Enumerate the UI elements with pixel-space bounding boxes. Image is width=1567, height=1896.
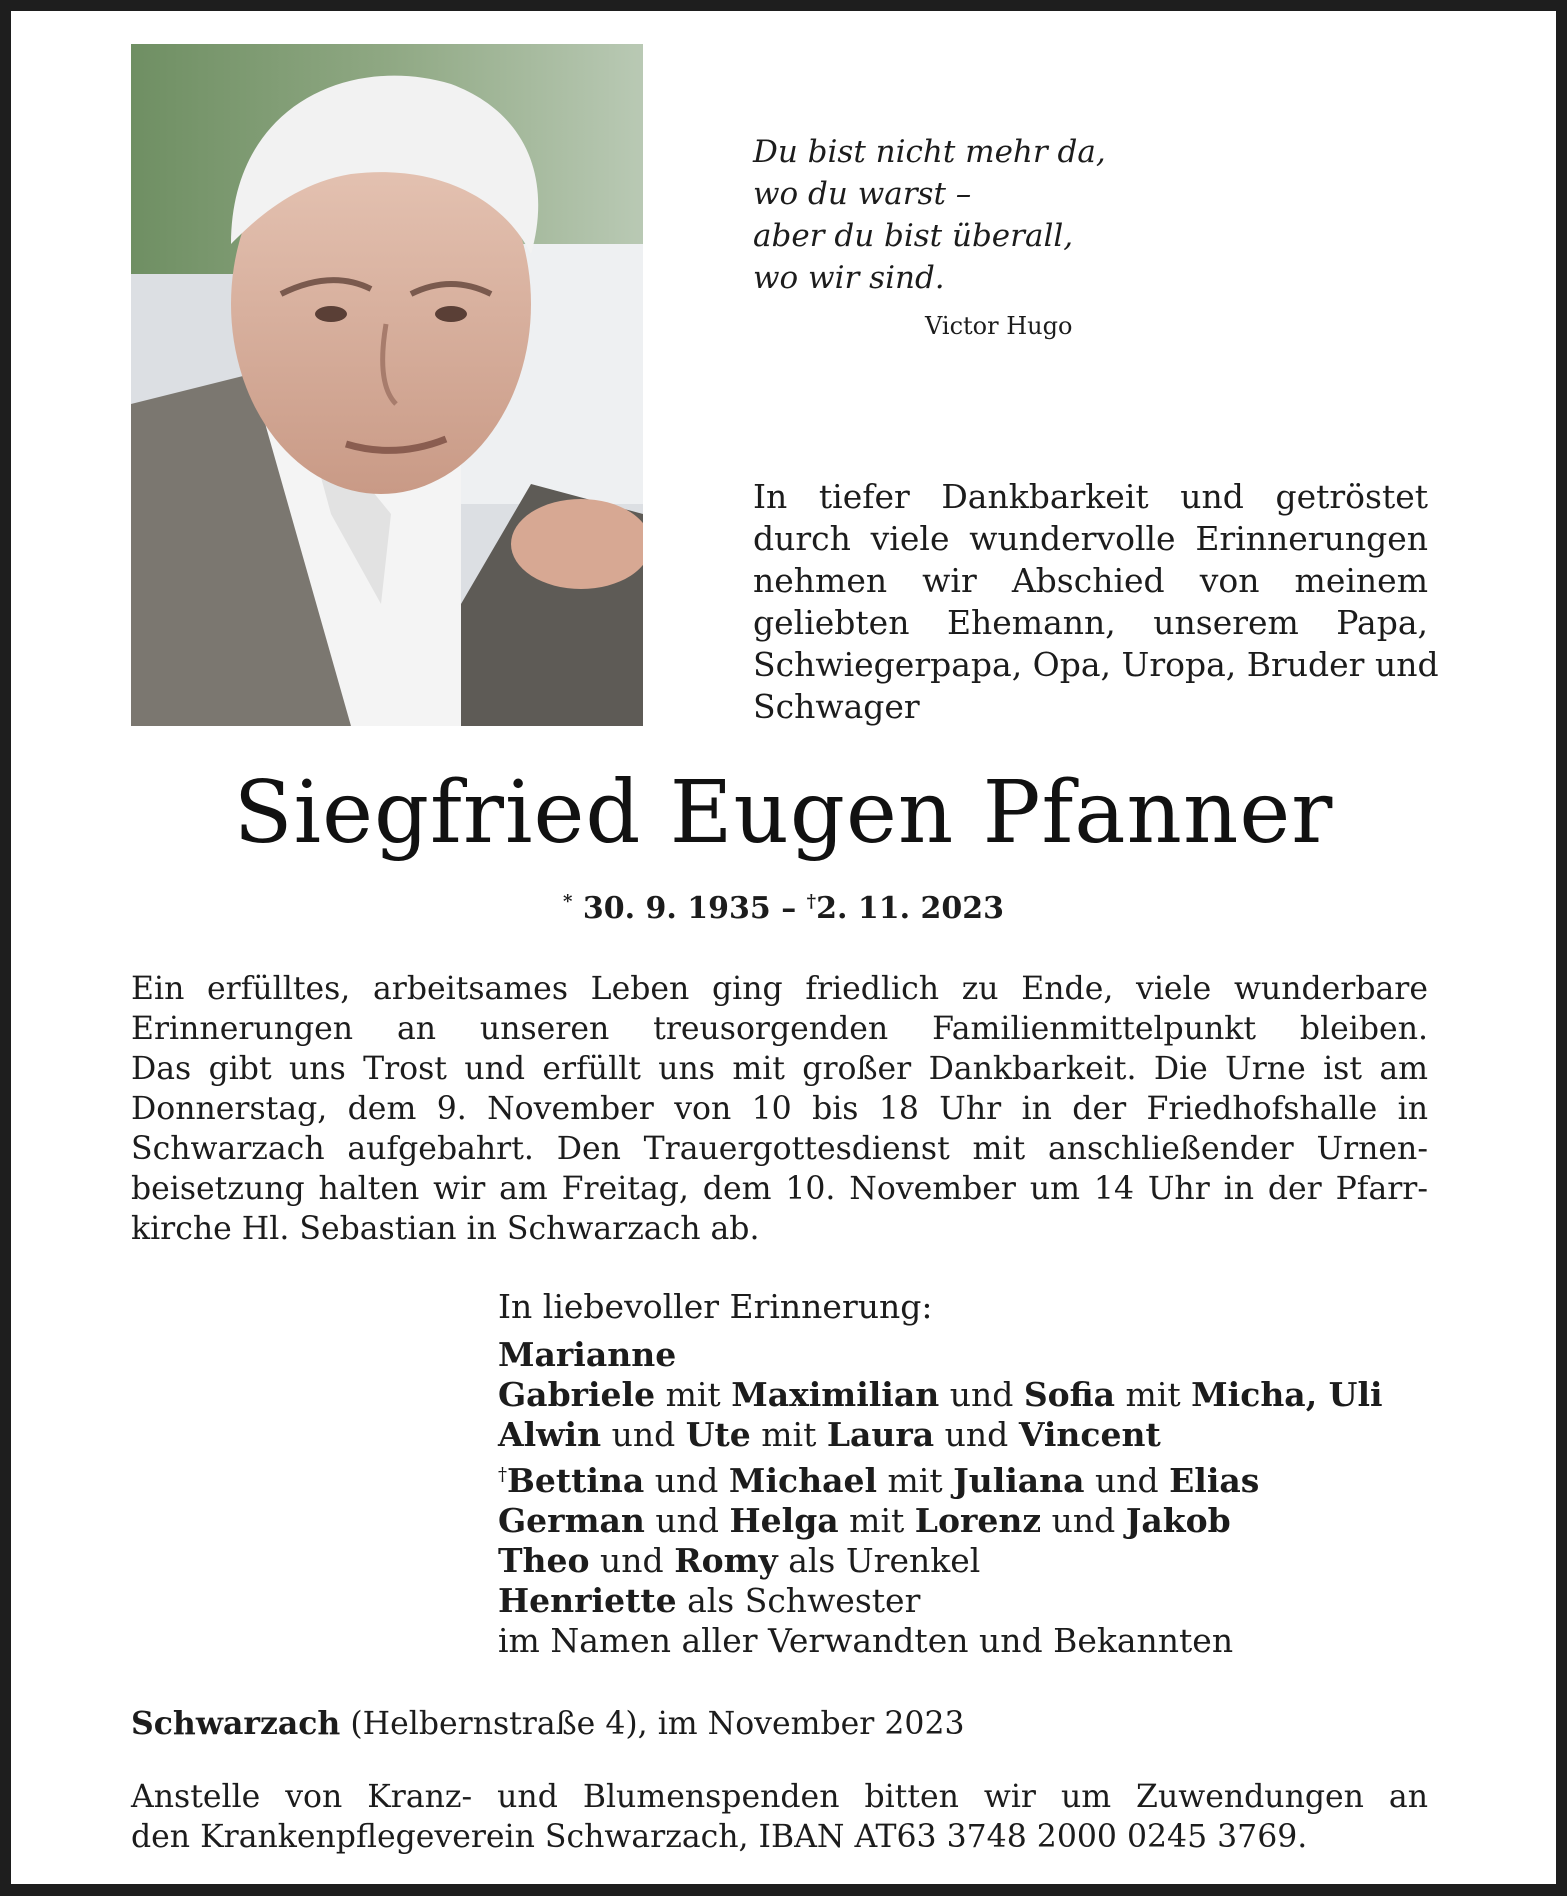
donation-note <box>131 1777 1428 1857</box>
family-member: Jakob <box>1125 1501 1231 1540</box>
intro-line: Schwager <box>753 687 920 726</box>
family-member: Gabriele <box>498 1375 656 1414</box>
connector: und <box>644 1501 730 1540</box>
intro-line: nehmen wir Abschied von meinem <box>753 561 1428 600</box>
family-member: Sofia <box>1023 1375 1116 1414</box>
connector: und <box>934 1415 1019 1454</box>
family-member: Alwin <box>498 1415 602 1454</box>
quote-author: Victor Hugo <box>925 312 1073 340</box>
portrait-illustration <box>131 44 643 726</box>
family-member: Romy <box>674 1541 778 1580</box>
connector: als Urenkel <box>777 1541 981 1580</box>
family-row <box>498 1415 1383 1455</box>
intro-line: durch viele wundervolle Erinnerungen <box>753 519 1428 558</box>
family-heading: In liebevoller Erinnerung: <box>498 1287 933 1326</box>
body-line: Schwarzach aufgebahrt. Den Trauergottesdienst mit anschließender Urnen- <box>131 1131 1428 1167</box>
family-list <box>498 1287 1383 1661</box>
family-row <box>498 1621 1383 1661</box>
obituary-page <box>11 11 1556 1884</box>
donation-line: den Krankenpflegeverein Schwarzach, IBAN AT63 3748 2000 0245 3769. <box>131 1819 1308 1855</box>
death-date: 2. 11. 2023 <box>816 891 1004 926</box>
death-cross-icon: † <box>806 891 817 912</box>
family-member: Theo <box>498 1541 590 1580</box>
quote-line: Du bist nicht mehr da, <box>753 134 1106 170</box>
place-date-line <box>131 1705 965 1742</box>
birth-star-icon: * <box>563 891 573 912</box>
donation-line: Anstelle von Kranz- und Blumenspenden bitten wir um Zuwendungen an <box>131 1779 1428 1815</box>
family-member: Lorenz <box>914 1501 1042 1540</box>
family-row <box>498 1455 1383 1501</box>
family-row <box>498 1501 1383 1541</box>
connector: und <box>1041 1501 1126 1540</box>
body-line: beisetzung halten wir am Freitag, dem 10. November um 14 Uhr in der Pfarr- <box>131 1171 1428 1207</box>
family-member: Laura <box>826 1415 935 1454</box>
family-row <box>498 1581 1383 1621</box>
family-member: Elias <box>1169 1461 1260 1500</box>
family-member: Michael <box>728 1461 877 1500</box>
family-member: Ute <box>685 1415 751 1454</box>
quote-line: wo du warst – <box>753 176 972 212</box>
body-line: Erinnerungen an unseren treusorgenden Familienmittelpunkt bleiben. <box>131 1011 1428 1047</box>
body-paragraph <box>131 969 1428 1249</box>
family-member: Bettina <box>507 1461 645 1500</box>
family-row <box>498 1541 1383 1581</box>
family-member: Vincent <box>1018 1415 1161 1454</box>
place-town: Schwarzach <box>131 1705 341 1742</box>
place-rest: (Helbernstraße 4), im November 2023 <box>340 1706 965 1742</box>
intro-line: In tiefer Dankbarkeit und getröstet <box>753 477 1428 516</box>
body-line: Das gibt uns Trost und erfüllt uns mit großer Dankbarkeit. Die Urne ist am <box>131 1051 1428 1087</box>
connector: mit <box>655 1375 732 1414</box>
family-member: German <box>498 1501 645 1540</box>
body-line: kirche Hl. Sebastian in Schwarzach ab. <box>131 1211 760 1247</box>
family-member: Micha, Uli <box>1191 1375 1383 1414</box>
connector: und <box>589 1541 675 1580</box>
portrait-photo <box>131 44 643 726</box>
quote-line: aber du bist überall, <box>753 218 1074 254</box>
family-closing: im Namen aller Verwandten und Bekannten <box>498 1621 1234 1660</box>
intro-paragraph <box>753 476 1439 728</box>
connector: und <box>939 1375 1024 1414</box>
body-line: Donnerstag, dem 9. November von 10 bis 18 Uhr in der Friedhofshalle in <box>131 1091 1428 1127</box>
family-row <box>498 1335 1383 1375</box>
connector: mit <box>1115 1375 1192 1414</box>
family-member: Juliana <box>953 1461 1085 1500</box>
quote <box>753 131 1173 299</box>
connector: und <box>601 1415 686 1454</box>
family-member: Helga <box>729 1501 839 1540</box>
body-line: Ein erfülltes, arbeitsames Leben ging friedlich zu Ende, viele wunderbare <box>131 971 1428 1007</box>
connector: mit <box>750 1415 827 1454</box>
connector: als Schwester <box>676 1581 921 1620</box>
quote-line: wo wir sind. <box>753 260 945 296</box>
connector: mit <box>838 1501 915 1540</box>
cross-icon: † <box>498 1464 507 1485</box>
family-row <box>498 1375 1383 1415</box>
family-member: Henriette <box>498 1581 677 1620</box>
deceased-name: Siegfried Eugen Pfanner <box>233 763 1334 863</box>
family-member: Marianne <box>498 1335 677 1374</box>
birth-date: 30. 9. 1935 – <box>582 891 797 926</box>
connector: mit <box>877 1461 954 1500</box>
connector: und <box>644 1461 729 1500</box>
connector: und <box>1084 1461 1170 1500</box>
life-dates <box>11 891 1556 926</box>
family-member: Maximilian <box>731 1375 940 1414</box>
intro-line: geliebten Ehemann, unserem Papa, <box>753 603 1428 642</box>
intro-line: Schwiegerpapa, Opa, Uropa, Bruder und <box>753 645 1439 684</box>
